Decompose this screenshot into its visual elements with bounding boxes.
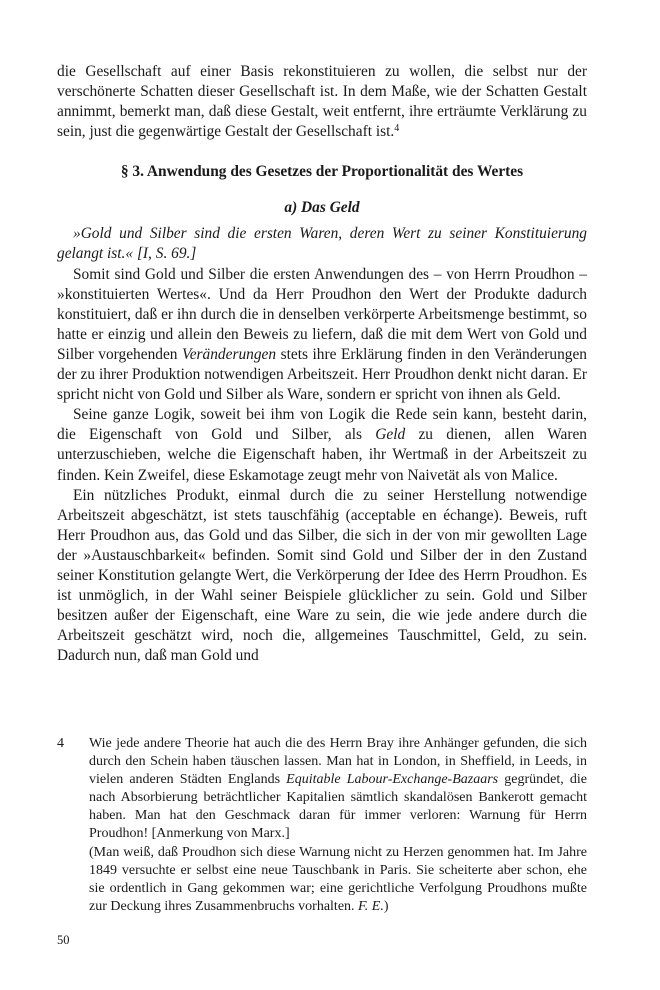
paragraph-3	[57, 405, 587, 485]
footnote-text-b: gegründet, die nach Absorbierung beträchtlicher Kapitalien sämtlich skandalösen Bankerott gemacht haben. Man hat den Geschmack daran für immer verloren: Warnung für Herrn Proudhon! [Anmerkung von Marx.]	[89, 772, 587, 842]
paragraph-2-text-a: Somit sind Gold und Silber die ersten Anwendungen des – von Herrn Proudhon – »konstituierten Wertes«. Und da Herr Proudhon den Wert der Produkte dadurch konstituiert, daß er ihn durch die in denselben verkörperte Arbeitsmenge bestimmt, so hatte er einzig und allein den Beweis zu liefern, daß die mit dem Wert von Gold und Silber vorgehenden	[57, 265, 587, 363]
page-number: 50	[57, 933, 70, 947]
editor-note	[89, 844, 587, 916]
editor-note-b: )	[383, 898, 389, 914]
section-heading: § 3. Anwendung des Gesetzes der Proportionalität des Wertes	[120, 163, 524, 181]
paragraph-1-text: die Gesellschaft auf einer Basis rekonstituieren zu wollen, die selbst nur der verschönerte Schatten dieser Gesellschaft ist. In dem Maße, wie der Schatten Gestalt annimmt, bemerkt man, daß diese Gestalt, weit entfernt, ihre erträumte Verklärung zu sein, just die gegenwärtige Gestalt der Gesellschaft ist.	[57, 63, 587, 141]
footnote-ref[interactable]: 4	[394, 123, 400, 135]
paragraph-2-text-b: stets ihre Erklärung finden in den Veränderungen der zu ihrer Produktion notwendigen Arbeitszeit. Herr Proudhon denkt nicht daran. Er spricht nicht von Gold und Silber als Ware, sondern er spricht von ihnen als Geld.	[57, 345, 587, 404]
emphasis: Veränderungen	[182, 345, 277, 363]
footnote-number: 4	[57, 736, 64, 751]
footnote	[57, 735, 587, 916]
subsection-heading: a) Das Geld	[284, 199, 360, 217]
emphasis: Equitable Labour-Exchange-Bazaars	[286, 772, 499, 788]
footnote-text-a: Wie jede andere Theorie hat auch die des Herrn Bray ihre Anhänger gefunden, die sich durch den Schein haben täuschen lassen. Man hat in London, in Sheffield, in Leeds, in vielen anderen Städten Englands	[89, 736, 587, 788]
footnote-body	[89, 735, 587, 916]
paragraph-3-text-b: zu dienen, allen Waren unterzuschieben, welche die Eigenschaft haben, ihr Wertmaß in der Arbeitszeit zu finden. Kein Zweifel, diese Eskamotage zeugt mehr von Naivetät als von Malice.	[57, 426, 587, 484]
main-text	[57, 62, 587, 666]
quote-paragraph: »Gold und Silber sind die ersten Waren, deren Wert zu seiner Konstituierung gelangt ist.« [I, S. 69.]	[57, 225, 587, 263]
editor-note-a: (Man weiß, daß Proudhon sich diese Warnung nicht zu Herzen genommen hat. Im Jahre 1849 versuchte er selbst eine neue Tauschbank in Paris. Sie scheiterte aber schon, ehe sie ordentlich in Gang gekommen war; eine gerichtliche Verfolgung Proudhons mußte zur Deckung ihres Zusammenbruchs vorhalten.	[89, 844, 587, 914]
footnote-text	[89, 735, 587, 844]
paragraph-2	[57, 265, 587, 406]
paragraph-1	[57, 62, 587, 142]
emphasis: F. E.	[358, 898, 384, 914]
paragraph-4: Ein nützliches Produkt, einmal durch die zu seiner Herstellung notwendige Arbeitszeit abgeschätzt, ist stets tauschfähig (acceptable en échange). Beweis, ruft Herr Proudhon aus, das Gold und das Silber, die sich in der von mir gewollten Lage der »Austauschbarkeit« befinden. Somit sind Gold und Silber der in den Zustand seiner Konstitution gelangte Wert, die Verkörperung der Idee des Herrn Proudhon. Es ist unmöglich, in der Wahl seiner Beispiele glücklicher zu sein. Gold und Silber besitzen außer der Eigenschaft, eine Ware zu sein, die wie jede andere durch die Arbeitszeit geschätzt wird, noch die, allgemeines Tauschmittel, Geld, zu sein. Dadurch nun, daß man Gold und	[57, 486, 587, 665]
paragraph-3-text-a: Seine ganze Logik, soweit bei ihm von Logik die Rede sein kann, besteht darin, die Eigenschaft von Gold und Silber, als	[57, 406, 587, 444]
emphasis: Geld	[375, 426, 406, 444]
